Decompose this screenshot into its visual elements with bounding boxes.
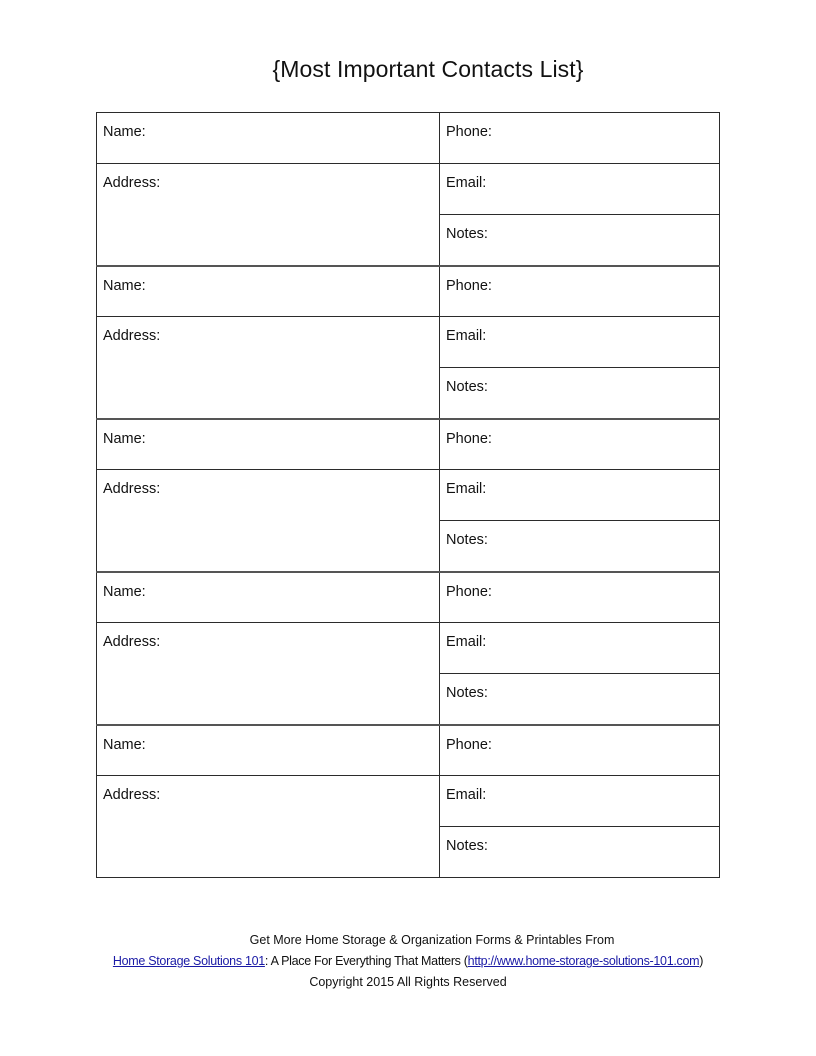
contact-block-2 — [97, 266, 720, 419]
email-field[interactable]: Email: — [440, 623, 720, 674]
site-url-link[interactable]: http://www.home-storage-solutions-101.com — [467, 954, 700, 968]
page-title: {Most Important Contacts List} — [272, 56, 584, 82]
address-field[interactable]: Address: — [97, 776, 440, 878]
site-name-link[interactable]: Home Storage Solutions 101 — [112, 954, 265, 968]
contact-block-3 — [97, 419, 720, 572]
contact-block-1 — [97, 113, 720, 266]
address-field[interactable]: Address: — [97, 164, 440, 266]
footer-tagline: : A Place For Everything That Matters ( — [264, 954, 468, 968]
notes-field[interactable]: Notes: — [440, 215, 720, 266]
contacts-table — [96, 112, 720, 878]
contact-block-5 — [97, 725, 720, 878]
name-field[interactable]: Name: — [97, 572, 440, 623]
name-field[interactable]: Name: — [97, 113, 440, 164]
footer-promo-text: Get More Home Storage & Organization Forms & Printables From — [249, 933, 615, 947]
notes-field[interactable]: Notes: — [440, 827, 720, 878]
footer-site-line — [0, 954, 816, 968]
email-field[interactable]: Email: — [440, 776, 720, 827]
phone-field[interactable]: Phone: — [440, 725, 720, 776]
phone-field[interactable]: Phone: — [440, 266, 720, 317]
notes-field[interactable]: Notes: — [440, 368, 720, 419]
phone-field[interactable]: Phone: — [440, 572, 720, 623]
name-field[interactable]: Name: — [97, 266, 440, 317]
phone-field[interactable]: Phone: — [440, 419, 720, 470]
address-field[interactable]: Address: — [97, 317, 440, 419]
name-field[interactable]: Name: — [97, 419, 440, 470]
notes-field[interactable]: Notes: — [440, 674, 720, 725]
email-field[interactable]: Email: — [440, 317, 720, 368]
phone-field[interactable]: Phone: — [440, 113, 720, 164]
copyright-text: Copyright 2015 All Rights Reserved — [309, 975, 507, 989]
address-field[interactable]: Address: — [97, 623, 440, 725]
contact-block-4 — [97, 572, 720, 725]
address-field[interactable]: Address: — [97, 470, 440, 572]
footer-close-paren: ) — [699, 954, 704, 968]
email-field[interactable]: Email: — [440, 164, 720, 215]
name-field[interactable]: Name: — [97, 725, 440, 776]
email-field[interactable]: Email: — [440, 470, 720, 521]
notes-field[interactable]: Notes: — [440, 521, 720, 572]
